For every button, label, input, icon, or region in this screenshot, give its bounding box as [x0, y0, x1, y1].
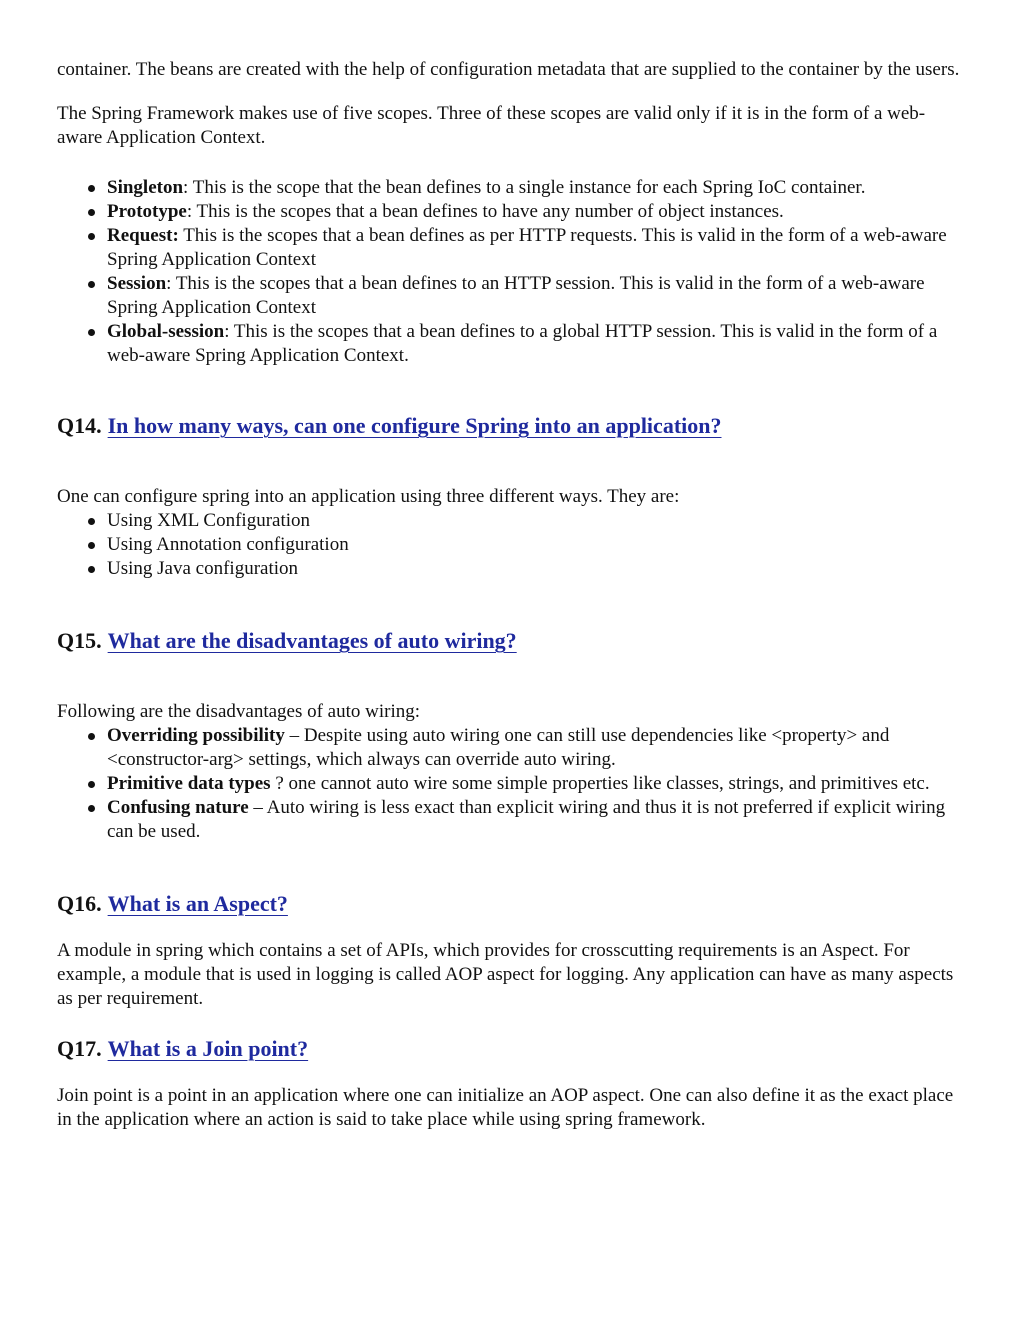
bullet-icon [88, 566, 95, 573]
bullet-icon [88, 281, 95, 288]
scope-term: Singleton [107, 177, 184, 198]
question-heading-q15 [57, 627, 967, 655]
bullet-icon [88, 781, 95, 788]
question-heading-q17 [57, 1035, 967, 1063]
bullet-icon [88, 233, 95, 240]
list-item: Prototype: This is the scopes that a bean defines to have any number of object instances. [57, 200, 967, 224]
question-link-q15[interactable]: What are the disadvantages of auto wiring? [107, 628, 517, 653]
scope-term: Request: [107, 225, 179, 246]
list-item: Session: This is the scopes that a bean defines to an HTTP session. This is valid in the form of a web-aware Spring Application Context [57, 272, 967, 320]
list-item: Global-session: This is the scopes that a bean defines to a global HTTP session. This is valid in the form of a web-aware Spring Application Context. [57, 320, 967, 368]
scope-description: This is the scopes that a bean defines to have any number of object instances. [196, 201, 784, 222]
list-item: Primitive data types ? one cannot auto wire some simple properties like classes, strings, and primitives etc. [57, 772, 967, 796]
q15-list [57, 724, 967, 844]
q14-list [57, 509, 967, 581]
intro-paragraph-2: The Spring Framework makes use of five scopes. Three of these scopes are valid only if it is in the form of a web-aware Application Context. [57, 103, 926, 148]
bullet-icon [88, 329, 95, 336]
bullet-icon [88, 733, 95, 740]
list-item: Using XML Configuration [57, 509, 967, 533]
scope-term: Global-session [107, 321, 225, 342]
bullet-icon [88, 805, 95, 812]
scope-description: This is the scope that the bean defines to a single instance for each Spring IoC container. [192, 177, 866, 198]
bullet-icon [88, 518, 95, 525]
list-item [57, 224, 967, 272]
question-heading-q14 [57, 412, 967, 440]
question-link-q14[interactable]: In how many ways, can one configure Spring into an application? [107, 413, 722, 438]
question-number: Q17. [57, 1036, 102, 1061]
scope-term: Prototype [107, 201, 187, 222]
scope-description: This is the scopes that a bean defines to an HTTP session. This is valid in the form of a web-aware Spring Application Context [107, 273, 925, 318]
list-item: Singleton: This is the scope that the bean defines to a single instance for each Spring IoC container. [57, 176, 967, 200]
scopes-list [57, 176, 967, 368]
list-item: Overriding possibility – Despite using auto wiring one can still use dependencies like <property> and <constructor-arg> settings, which always can override auto wiring. [57, 724, 967, 772]
list-item: Using Java configuration [57, 557, 967, 581]
question-link-q17[interactable]: What is a Join point? [107, 1036, 309, 1061]
question-number: Q16. [57, 891, 102, 916]
scope-description: This is the scopes that a bean defines to a global HTTP session. This is valid in the form of a web-aware Spring Application Context. [107, 321, 938, 366]
q15-lead: Following are the disadvantages of auto wiring: [57, 701, 421, 722]
q14-lead: One can configure spring into an application using three different ways. They are: [57, 486, 680, 507]
bullet-icon [88, 209, 95, 216]
document-page [57, 58, 967, 1132]
q16-body: A module in spring which contains a set of APIs, which provides for crosscutting requirements is an Aspect. For example, a module that is used in logging is called AOP aspect for logging. Any application can have as many aspects as per requirement. [57, 940, 954, 1009]
question-number: Q15. [57, 628, 102, 653]
intro-paragraph-1: container. The beans are created with the help of configuration metadata that are supplied to the container by the users. [57, 59, 960, 80]
list-item: Confusing nature – Auto wiring is less exact than explicit wiring and thus it is not preferred if explicit wiring can be used. [57, 796, 967, 844]
question-link-q16[interactable]: What is an Aspect? [107, 891, 288, 916]
bullet-icon [88, 185, 95, 192]
q17-body: Join point is a point in an application where one can initialize an AOP aspect. One can also define it as the exact place in the application where an action is said to take place while using spring framework. [57, 1085, 954, 1130]
question-heading-q16 [57, 890, 967, 918]
question-number: Q14. [57, 413, 102, 438]
scope-term: Session [107, 273, 167, 294]
bullet-icon [88, 542, 95, 549]
list-item: Using Annotation configuration [57, 533, 967, 557]
scope-description: This is the scopes that a bean defines as per HTTP requests. This is valid in the form of a web-aware Spring Application Context [107, 225, 947, 270]
